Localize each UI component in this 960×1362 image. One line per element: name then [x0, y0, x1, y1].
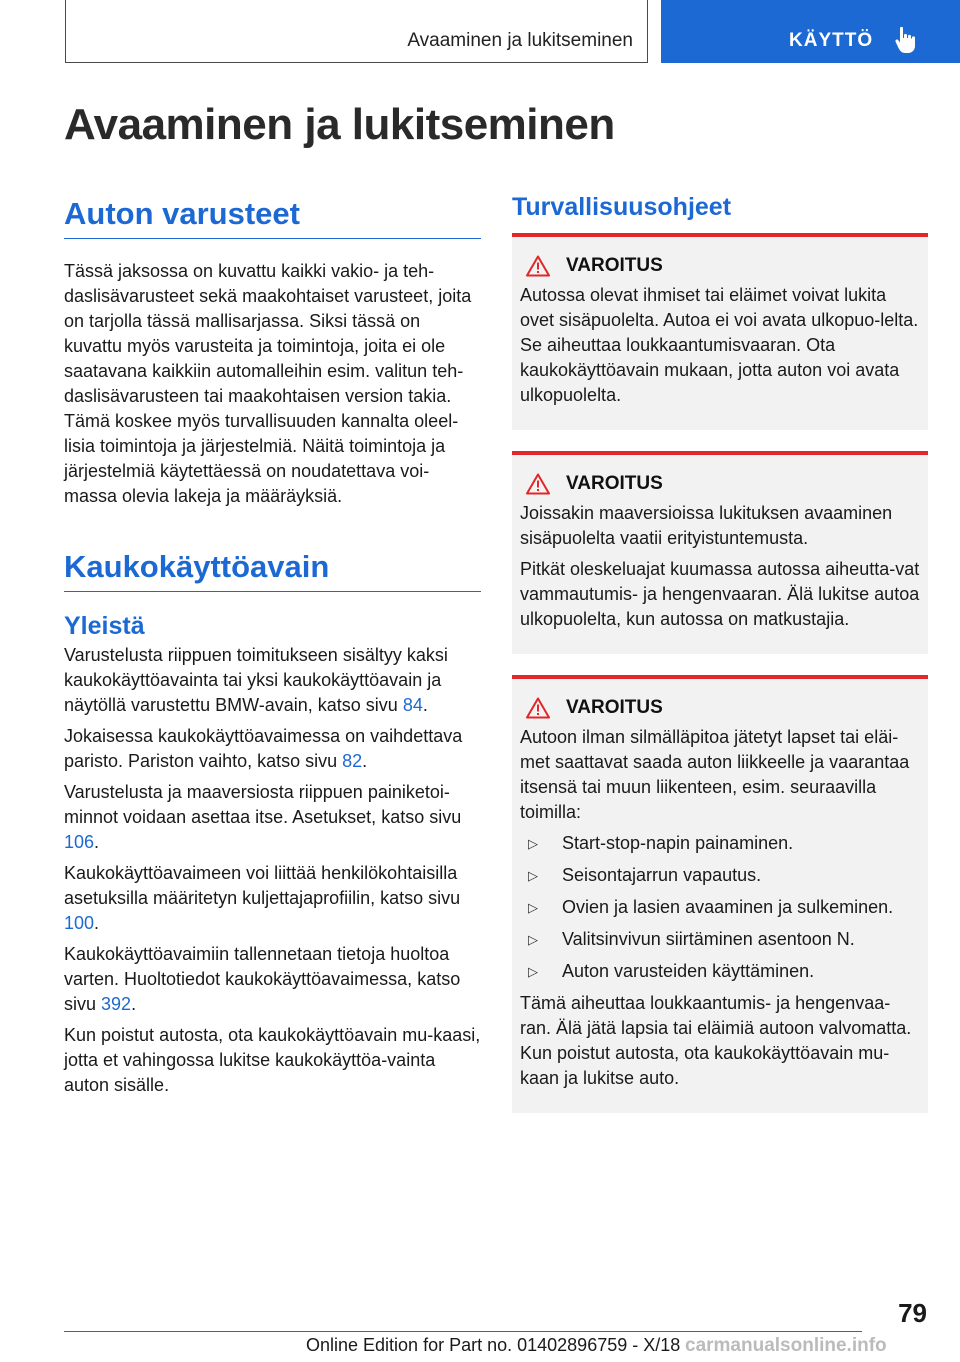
- warning-triangle-icon: [526, 255, 550, 277]
- paragraph-text: Varustelusta ja maaversiosta riippuen painiketoi-minnot voidaan asettaa itse. Asetukset, katso sivu: [64, 782, 462, 827]
- warning-title: [520, 697, 920, 719]
- bullet-triangle-icon: ▷: [528, 932, 538, 947]
- paragraph-text: Kaukokäyttöavaimeen voi liittää henkilökohtaisilla asetuksilla määritetyn kuljettajaprofiilin, katso sivu: [64, 863, 461, 908]
- watermark: carmanualsonline.info: [685, 1335, 887, 1356]
- bullet-triangle-icon: ▷: [528, 900, 538, 915]
- page-link-82[interactable]: 82: [342, 751, 363, 771]
- paragraph-leave-car: Kun poistut autosta, ota kaukokäyttöavain mu-kaasi, jotta et vahingossa lukitse kaukokäyttöa-vainta auton sisälle.: [64, 1025, 481, 1095]
- paragraph-text: Varustelusta riippuen toimitukseen sisältyy kaksi kaukokäyttöavainta tai yksi kaukokäyttöavain ja näytöllä varustettu BMW-avain, katso sivu: [64, 645, 448, 715]
- subheading-yleista: Yleistä: [64, 612, 145, 640]
- warning-label: VAROITUS: [566, 697, 663, 718]
- bullet-triangle-icon: ▷: [528, 964, 538, 979]
- period: .: [131, 994, 137, 1014]
- edition-text: Online Edition for Part no. 01402896759 - X/18: [306, 1335, 681, 1355]
- left-column: [64, 196, 481, 1098]
- list-item: [520, 959, 920, 984]
- footer-divider: [64, 1331, 862, 1332]
- header-chapter-label: KÄYTTÖ: [789, 30, 874, 51]
- paragraph-service: [64, 942, 481, 1017]
- intro-paragraph: Tässä jaksossa on kuvattu kaikki vakio- ja teh-daslisävarusteet sekä maakohtaiset varusteet, joita on tarjolla tässä mallisarjassa. Siksi tässä on kuvattu myös varusteita ja toimintoja, joita ei ole saatavana kaikkiin automalleihin esim. valitun teh-daslisävarusteen tai maakohtaisen version takia. Tämä koskee myös turvallisuuden kannalta oleel-lisia toimintoja ja järjestelmiä. Näitä toimintoja ja järjestelmiä käytettäessä on noudatettava voi-massa olevia lakeja ja määräyksiä.: [64, 261, 472, 506]
- paragraph-text: Kaukokäyttöavaimiin tallennetaan tietoja huoltoa varten. Huoltotiedot kaukokäyttöavaimessa, katso sivu: [64, 944, 461, 1014]
- list-item-text: Start-stop-napin painaminen.: [562, 833, 794, 853]
- list-item-text: Valitsinvivun siirtäminen asentoon N.: [562, 929, 855, 949]
- period: .: [94, 832, 100, 852]
- paragraph-keys: [64, 643, 481, 718]
- list-item: [520, 831, 920, 856]
- page-link-106[interactable]: 106: [64, 832, 95, 852]
- period: .: [94, 913, 100, 933]
- warning-text: Joissakin maaversioissa lukituksen avaaminen sisäpuolelta vaatii erityistuntemusta.: [520, 503, 893, 548]
- warning-text: Tämä aiheuttaa loukkaantumis- ja hengenvaa-ran. Älä jätä lapsia tai eläimiä autoon valvomatta. Kun poistut autosta, ota kaukokäyttöavain mu-kaan ja lukitse auto.: [520, 993, 912, 1088]
- page-link-84[interactable]: 84: [402, 695, 423, 715]
- warning-label: VAROITUS: [566, 473, 663, 494]
- page-number: 79: [898, 1298, 927, 1328]
- warning-title: [520, 255, 920, 277]
- period: .: [422, 695, 428, 715]
- list-item-text: Ovien ja lasien avaaminen ja sulkeminen.: [562, 897, 894, 917]
- list-item: [520, 895, 920, 920]
- page-link-392[interactable]: 392: [101, 994, 132, 1014]
- paragraph-buttons: [64, 780, 481, 855]
- warning-text: Autossa olevat ihmiset tai eläimet voivat lukita ovet sisäpuolelta. Autoa ei voi avata ulkopuo-lelta. Se aiheuttaa loukkaantumisvaaran. Ota kaukokäyttöavain mukaan, jotta auton voi avata ulkopuolelta.: [520, 285, 919, 405]
- paragraph-text: Jokaisessa kaukokäyttöavaimessa on vaihdettava paristo. Pariston vaihto, katso sivu: [64, 726, 463, 771]
- paragraph-profile: [64, 861, 481, 936]
- page-link-100[interactable]: 100: [64, 913, 95, 933]
- warning-title: [520, 473, 920, 495]
- warning-box-1: [512, 233, 928, 430]
- period: .: [362, 751, 368, 771]
- section-heading-auton-varusteet: Auton varusteet: [64, 196, 481, 239]
- hand-pointer-icon: [895, 26, 921, 54]
- paragraph-battery: [64, 724, 481, 774]
- warning-text: Autoon ilman silmälläpitoa jätetyt lapset tai eläi-met saattavat saada auton liikkeelle ja vaarantaa itsensä tai muun liikenteen, esim. seuraavilla toimilla:: [520, 727, 910, 822]
- header-chapter-tab[interactable]: [661, 0, 960, 63]
- warning-text: Pitkät oleskeluajat kuumassa autossa aiheutta-vat vammautumis- ja hengenvaaran. Älä lukitse autoa ulkopuolelta, kun autossa on matkustajia.: [520, 559, 920, 629]
- warning-list: [520, 831, 920, 984]
- warning-label: VAROITUS: [566, 255, 663, 276]
- header-section-title: Avaaminen ja lukitseminen: [407, 30, 633, 51]
- header-section-box: [65, 0, 648, 63]
- list-item: [520, 927, 920, 952]
- list-item-text: Auton varusteiden käyttäminen.: [562, 961, 815, 981]
- warning-box-3: [512, 675, 928, 1113]
- bullet-triangle-icon: ▷: [528, 836, 538, 851]
- warning-box-2: [512, 451, 928, 654]
- bullet-triangle-icon: ▷: [528, 868, 538, 883]
- list-item-text: Seisontajarrun vapautus.: [562, 865, 762, 885]
- list-item: [520, 863, 920, 888]
- section-heading-turvallisuusohjeet: Turvallisuusohjeet: [512, 193, 732, 221]
- page-title: Avaaminen ja lukitseminen: [64, 100, 615, 149]
- section-heading-kaukokayttoavain: Kaukokäyttöavain: [64, 549, 481, 592]
- warning-triangle-icon: [526, 697, 550, 719]
- warning-triangle-icon: [526, 473, 550, 495]
